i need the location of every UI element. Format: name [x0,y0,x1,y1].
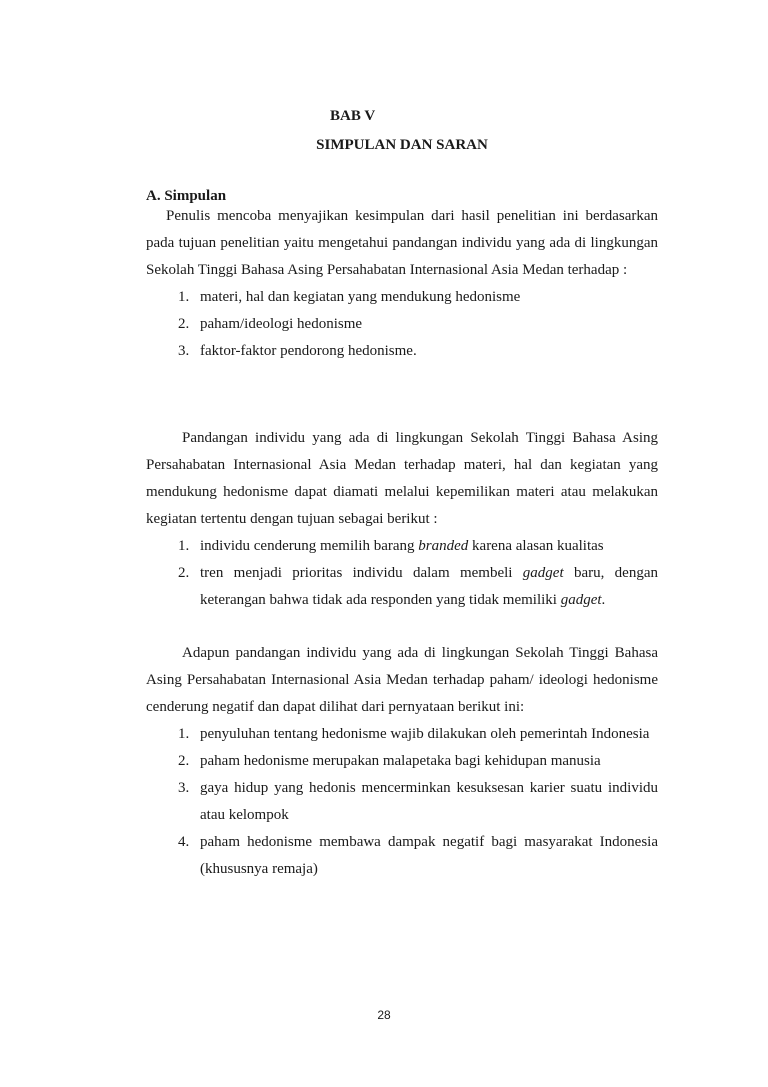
ideology-list [146,721,658,883]
list-item: 4. paham hedonisme membawa dampak negatif bagi masyarakat Indonesia (khususnya remaja) [178,834,658,877]
materials-list [146,533,658,614]
list-item: 3. faktor-faktor pendorong hedonisme. [178,343,417,359]
list-item: 1. individu cenderung memilih barang branded karena alasan kualitas [178,538,604,554]
chapter-label: BAB V [330,108,376,124]
list-item: 1. penyuluhan tentang hedonisme wajib dilakukan oleh pemerintah Indonesia [178,726,650,742]
emphasis-term: gadget [560,592,602,608]
materials-paragraph: Pandangan individu yang ada di lingkungan Sekolah Tinggi Bahasa Asing Persahabatan Internasional Asia Medan terhadap materi, hal dan kegiatan yang mendukung hedonisme dapat diamati melalui kepemilikan materi atau melakukan kegiatan tertentu dengan tujuan sebagai berikut : [146,430,658,527]
list-item: 2. paham/ideologi hedonisme [178,316,363,332]
list-item: 3. gaya hidup yang hedonis mencerminkan kesuksesan karier suatu individu atau kelompok [178,780,658,823]
aims-list [146,284,658,365]
emphasis-term: branded [418,538,469,554]
intro-paragraph: Penulis mencoba menyajikan kesimpulan dari hasil penelitian ini berdasarkan pada tujuan penelitian yaitu mengetahui pandangan individu yang ada di lingkungan Sekolah Tinggi Bahasa Asing Persahabatan Internasional Asia Medan terhadap : [146,208,658,278]
chapter-title: SIMPULAN DAN SARAN [316,137,488,153]
emphasis-term: gadget [522,565,564,581]
ideology-view-block [146,640,658,883]
list-item: 2. tren menjadi prioritas individu dalam membeli gadget baru, dengan keterangan bahwa tidak ada responden yang tidak memiliki gadget. [178,565,658,608]
list-item: 1. materi, hal dan kegiatan yang mendukung hedonisme [178,289,521,305]
section-heading: A. Simpulan [146,188,227,204]
list-item: 2. paham hedonisme merupakan malapetaka bagi kehidupan manusia [178,753,601,769]
conclusion-intro-block [146,203,658,365]
materials-view-block [146,425,658,614]
ideology-paragraph: Adapun pandangan individu yang ada di lingkungan Sekolah Tinggi Bahasa Asing Persahabatan Internasional Asia Medan terhadap paham/ ideologi hedonisme cenderung negatif dan dapat dilihat dari pernyataan berikut ini: [146,645,658,715]
page-number: 28 [377,1008,391,1022]
